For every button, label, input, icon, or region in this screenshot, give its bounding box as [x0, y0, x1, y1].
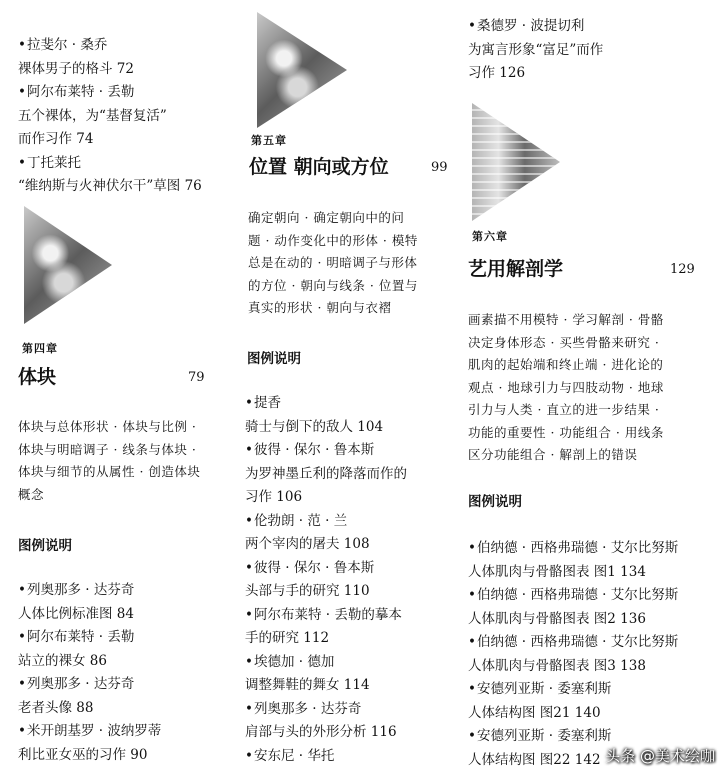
entry-artist: • 埃德加 · 德加	[245, 651, 407, 675]
entry-title: 为寓言形象“富足”而作	[468, 41, 604, 58]
legend-list	[18, 579, 161, 767]
entry-artist: • 拉斐尔 · 桑乔	[18, 34, 202, 58]
legend-list	[468, 537, 678, 772]
chapter-6-description	[468, 309, 664, 467]
entry-artist: • 伦勃朗 · 范 · 兰	[245, 510, 407, 534]
description-line: 引力与人类 · 直立的进一步结果 ·	[468, 402, 660, 417]
chapter-4-page: 79	[188, 370, 205, 385]
list-item	[245, 510, 407, 557]
description-line: 的方位 · 朝向与线条 · 位置与	[248, 277, 418, 293]
chapter-6-page: 129	[670, 262, 695, 277]
list-item	[245, 604, 407, 651]
list-item	[18, 34, 202, 81]
legend-heading: 图例说明	[468, 494, 522, 510]
entry-title: 人体肌肉与骨骼图表 图2 136	[468, 610, 646, 627]
entry-artist: • 米开朗基罗 · 波纳罗蒂	[18, 720, 161, 744]
list-item	[245, 698, 407, 745]
list-item	[468, 537, 678, 584]
list-item	[245, 651, 407, 698]
list-item	[18, 81, 202, 152]
entry-artist: • 伯纳德 · 西格弗瑞德 · 艾尔比努斯	[468, 584, 678, 608]
chapter-5-page: 99	[431, 160, 448, 175]
list-item	[245, 557, 407, 604]
description-line: 概念	[18, 486, 45, 502]
chapter-6-title: 艺用解剖学	[468, 258, 564, 280]
entry-artist: • 阿尔布莱特 · 丢勒	[18, 81, 202, 105]
entry-title: 两个宰肉的屠夫 108	[245, 536, 370, 552]
entry-artist: • 列奥那多 · 达芬奇	[18, 673, 161, 697]
description-line: 功能的重要性 · 功能组合 · 用线条	[468, 424, 664, 440]
entry-list	[468, 15, 603, 86]
list-item	[18, 720, 161, 767]
entry-title: 人体肌肉与骨骼图表 图3 138	[468, 657, 646, 674]
description-line: 真实的形状 · 朝向与衣褶	[248, 300, 392, 315]
entry-title: 老者头像 88	[18, 699, 94, 716]
entry-artist: • 提香	[245, 392, 407, 416]
entry-list	[18, 34, 202, 199]
chapter-5-thumbnail	[257, 12, 347, 128]
list-item	[245, 392, 407, 439]
list-item	[468, 584, 678, 631]
entry-title: 头部与手的研究 110	[245, 583, 370, 599]
list-item	[468, 678, 678, 725]
legend-heading: 图例说明	[247, 351, 301, 367]
description-line: 决定身体形态 · 买些骨骼来研究 ·	[468, 334, 660, 350]
list-item	[468, 15, 603, 86]
chapter-4-description	[18, 416, 200, 506]
entry-artist: • 伯纳德 · 西格弗瑞德 · 艾尔比努斯	[468, 631, 678, 655]
entry-artist: • 安东尼 · 华托	[245, 745, 407, 769]
description-line: 体块与细节的从属性 · 创造体块	[18, 464, 201, 479]
list-item	[18, 673, 161, 720]
entry-title: 习作 106	[245, 489, 303, 505]
entry-artist: • 彼得 · 保尔 · 鲁本斯	[245, 557, 407, 581]
list-item	[18, 626, 161, 673]
chapter-4-label: 第四章	[22, 342, 58, 355]
entry-title: 习作 126	[468, 65, 526, 81]
description-line: 区分功能组合 · 解剖上的错误	[468, 447, 638, 462]
list-item	[18, 579, 161, 626]
chapter-5-title: 位置 朝向或方位	[249, 156, 389, 178]
legend-heading: 图例说明	[18, 538, 72, 554]
entry-title: 人体肌肉与骨骼图表 图1 134	[468, 563, 646, 580]
list-item	[245, 439, 407, 510]
entry-artist: • 彼得 · 保尔 · 鲁本斯	[245, 439, 407, 463]
list-item	[18, 152, 202, 199]
entry-title: 利比亚女巫的习作 90	[18, 746, 148, 763]
entry-artist: • 安德列亚斯 · 委塞利斯	[468, 678, 678, 702]
list-item	[245, 745, 407, 769]
entry-title: 人体结构图 图21 140	[468, 704, 601, 721]
entry-title: 人体结构图 图22 142	[468, 751, 601, 768]
entry-artist: • 伯纳德 · 西格弗瑞德 · 艾尔比努斯	[468, 537, 678, 561]
entry-title: 骑士与倒下的敌人 104	[245, 418, 384, 435]
chapter-6-thumbnail	[472, 103, 560, 221]
description-line: 题 · 动作变化中的形体 · 模特	[248, 232, 418, 248]
entry-title: 肩部与头的外形分析 116	[245, 724, 397, 740]
entry-artist: • 安德列亚斯 · 委塞利斯	[468, 725, 678, 749]
list-item	[468, 631, 678, 678]
description-line: 画素描不用模特 · 学习解剖 · 骨骼	[468, 312, 664, 327]
chapter-5-label: 第五章	[251, 134, 287, 147]
entry-artist: • 列奥那多 · 达芬奇	[245, 698, 407, 722]
entry-title: 五个裸体，为“基督复活”	[18, 107, 167, 124]
legend-list	[245, 392, 407, 768]
chapter-5-description	[248, 207, 418, 320]
entry-artist: • 列奥那多 · 达芬奇	[18, 579, 161, 603]
entry-title: 人体比例标准图 84	[18, 605, 134, 622]
entry-title: 手的研究 112	[245, 630, 330, 646]
entry-artist: • 阿尔布莱特 · 丢勒的摹本	[245, 604, 407, 628]
description-line: 肌肉的起始端和终止端 · 进化论的	[468, 357, 664, 372]
entry-title: 裸体男子的格斗 72	[18, 60, 134, 77]
entry-artist: • 阿尔布莱特 · 丢勒	[18, 626, 161, 650]
chapter-6-label: 第六章	[472, 230, 508, 243]
description-line: 体块与总体形状 · 体块与比例 ·	[18, 419, 197, 434]
entry-artist: • 桑德罗 · 波提切利	[468, 15, 603, 39]
watermark: 头条 @美术绘咖	[605, 747, 715, 765]
entry-title: 站立的裸女 86	[18, 652, 107, 669]
entry-title: 而作习作 74	[18, 131, 94, 147]
description-line: 确定朝向 · 确定朝向中的问	[248, 210, 405, 225]
description-line: 总是在动的 · 明暗调子与形体	[248, 255, 418, 270]
chapter-4-thumbnail	[24, 206, 112, 324]
chapter-4-title: 体块	[18, 366, 57, 388]
description-line: 体块与明暗调子 · 线条与体块 ·	[18, 441, 197, 457]
entry-artist: • 丁托莱托	[18, 152, 202, 176]
entry-title: “维纳斯与火神伏尔干”草图 76	[18, 178, 202, 194]
description-line: 观点 · 地球引力与四肢动物 · 地球	[468, 379, 664, 395]
entry-title: 调整舞鞋的舞女 114	[245, 677, 370, 693]
entry-title: 为罗神墨丘利的降落而作的	[245, 465, 407, 482]
